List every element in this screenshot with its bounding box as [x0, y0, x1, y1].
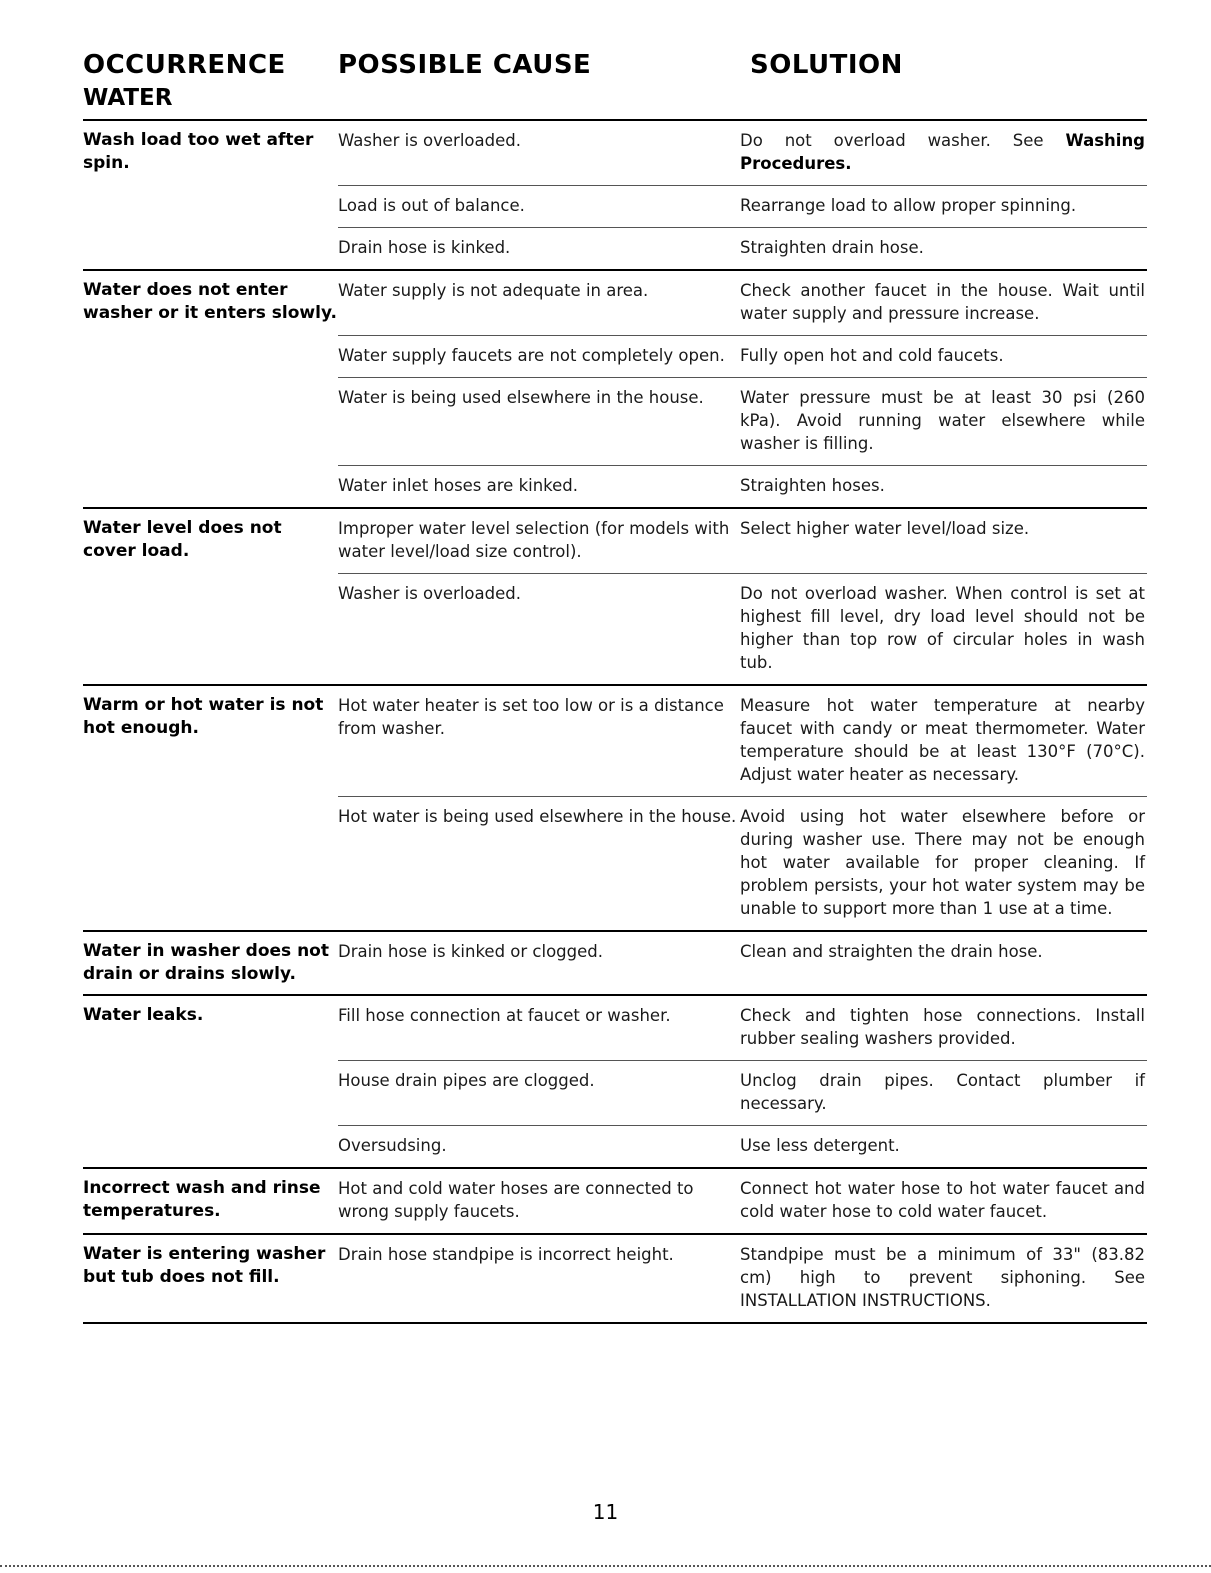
table-row	[338, 336, 1147, 378]
table-row	[338, 1235, 1147, 1322]
cause-solution-list	[338, 686, 1147, 930]
table-row	[338, 1169, 1147, 1233]
solution-text	[740, 574, 1145, 684]
possible-cause-text: Drain hose is kinked or clogged.	[338, 942, 603, 961]
cause-solution-list	[338, 271, 1147, 507]
solution-text	[740, 932, 1145, 973]
occurrence-group	[83, 1169, 1147, 1235]
solution-text	[740, 378, 1145, 465]
table-row	[338, 271, 1147, 336]
table-row	[338, 686, 1147, 797]
table-row	[338, 378, 1147, 466]
occurrence-label: Incorrect wash and rinse temperatures.	[83, 1178, 321, 1221]
solution-text-body: Unclog drain pipes. Contact plumber if necessary.	[740, 1071, 1145, 1113]
possible-cause-text: Drain hose standpipe is incorrect height.	[338, 1245, 674, 1264]
table-row	[338, 574, 1147, 684]
occurrence-label: Water leaks.	[83, 1005, 204, 1025]
cause-solution-list	[338, 1169, 1147, 1233]
solution-text	[740, 996, 1145, 1060]
solution-text	[740, 271, 1145, 335]
solution-text-body: Fully open hot and cold faucets.	[740, 346, 1004, 365]
solution-text	[740, 228, 1145, 269]
solution-text-body: Water pressure must be at least 30 psi (260 kPa). Avoid running water elsewhere while washer is filling.	[740, 388, 1145, 453]
solution-text-body: Do not overload washer. When control is set at highest fill level, dry load level should not be higher than top row of circular holes in wash tub.	[740, 584, 1145, 672]
occurrence-group	[83, 686, 1147, 932]
solution-text	[740, 797, 1145, 930]
solution-text	[740, 1235, 1145, 1322]
table-row	[338, 466, 1147, 507]
washing-procedures-reference: Washing Procedures.	[740, 131, 1145, 173]
solution-text-body: Use less detergent.	[740, 1136, 900, 1155]
bottom-edge-rule	[0, 1565, 1211, 1567]
page-number: 11	[592, 1500, 619, 1524]
solution-text-body: Check another faucet in the house. Wait until water supply and pressure increase.	[740, 281, 1145, 323]
solution-text	[740, 1126, 1145, 1167]
solution-text-body: Select higher water level/load size.	[740, 519, 1030, 538]
table-row	[338, 509, 1147, 574]
solution-text-body: Connect hot water hose to hot water faucet and cold water hose to cold water faucet.	[740, 1179, 1145, 1221]
possible-cause-text: Water is being used elsewhere in the house.	[338, 388, 704, 407]
cause-solution-list	[338, 509, 1147, 684]
occurrence-header: OCCURRENCE	[83, 50, 286, 80]
possible-cause-text: Hot and cold water hoses are connected to wrong supply faucets.	[338, 1179, 694, 1221]
solution-text-body: Straighten hoses.	[740, 476, 885, 495]
cause-solution-list	[338, 932, 1147, 994]
occurrence-label: Wash load too wet after spin.	[83, 130, 314, 173]
solution-text-body: Avoid using hot water elsewhere before or during washer use. There may not be enough hot water available for proper cleaning. If problem persists, your hot water system may be unable to support more than 1 use at a time.	[740, 807, 1145, 918]
solution-text-body: Standpipe must be a minimum of 33" (83.82 cm) high to prevent siphoning. See INSTALLATION INSTRUCTIONS.	[740, 1245, 1145, 1310]
possible-cause-text: Improper water level selection (for models with water level/load size control).	[338, 519, 730, 561]
table-row	[338, 228, 1147, 269]
table-row	[338, 996, 1147, 1061]
possible-cause-text: Hot water heater is set too low or is a distance from washer.	[338, 696, 724, 738]
possible-cause-text: Water supply faucets are not completely open.	[338, 346, 725, 365]
solution-text	[740, 466, 1145, 507]
section-title: WATER	[83, 85, 173, 111]
possible-cause-text: Drain hose is kinked.	[338, 238, 511, 257]
possible-cause-text: Oversudsing.	[338, 1136, 447, 1155]
solution-text	[740, 1169, 1145, 1233]
occurrence-label: Water is entering washer but tub does not fill.	[83, 1244, 326, 1287]
solution-text-body: Rearrange load to allow proper spinning.	[740, 196, 1077, 215]
solution-text	[740, 186, 1145, 227]
table-row	[338, 121, 1147, 186]
solution-text	[740, 1061, 1145, 1125]
solution-text	[740, 336, 1145, 377]
possible-cause-text: Washer is overloaded.	[338, 584, 521, 603]
solution-text	[740, 509, 1145, 573]
occurrence-label: Water in washer does not drain or drains slowly.	[83, 941, 329, 984]
possible-cause-text: Fill hose connection at faucet or washer.	[338, 1006, 671, 1025]
occurrence-group	[83, 996, 1147, 1169]
table-row	[338, 1061, 1147, 1126]
solution-text-body: Measure hot water temperature at nearby faucet with candy or meat thermometer. Water temperature should be at least 130°F (70°C). Adjust water heater as necessary.	[740, 696, 1145, 784]
solution-text-body: Clean and straighten the drain hose.	[740, 942, 1043, 961]
cause-solution-list	[338, 121, 1147, 269]
cause-solution-list	[338, 1235, 1147, 1322]
occurrence-group	[83, 932, 1147, 996]
occurrence-group	[83, 509, 1147, 686]
solution-text-body: Do not overload washer. See	[740, 131, 1066, 150]
solution-header: SOLUTION	[750, 50, 903, 80]
troubleshooting-table	[83, 121, 1147, 1324]
occurrence-label: Water does not enter washer or it enters slowly.	[83, 280, 337, 323]
possible-cause-text: Water inlet hoses are kinked.	[338, 476, 579, 495]
solution-text	[740, 121, 1145, 185]
table-row	[338, 932, 1147, 973]
possible-cause-text: Washer is overloaded.	[338, 131, 521, 150]
possible-cause-text: Hot water is being used elsewhere in the house.	[338, 807, 737, 826]
possible-cause-text: Water supply is not adequate in area.	[338, 281, 649, 300]
possible-cause-header: POSSIBLE CAUSE	[338, 50, 592, 80]
table-row	[338, 1126, 1147, 1167]
possible-cause-text: House drain pipes are clogged.	[338, 1071, 595, 1090]
solution-text-body: Straighten drain hose.	[740, 238, 924, 257]
occurrence-label: Warm or hot water is not hot enough.	[83, 695, 324, 738]
table-row	[338, 797, 1147, 930]
occurrence-group	[83, 1235, 1147, 1324]
solution-text	[740, 686, 1145, 796]
table-row	[338, 186, 1147, 228]
occurrence-group	[83, 271, 1147, 509]
occurrence-label: Water level does not cover load.	[83, 518, 282, 561]
cause-solution-list	[338, 996, 1147, 1167]
occurrence-group	[83, 121, 1147, 271]
solution-text-body: Check and tighten hose connections. Install rubber sealing washers provided.	[740, 1006, 1145, 1048]
possible-cause-text: Load is out of balance.	[338, 196, 525, 215]
